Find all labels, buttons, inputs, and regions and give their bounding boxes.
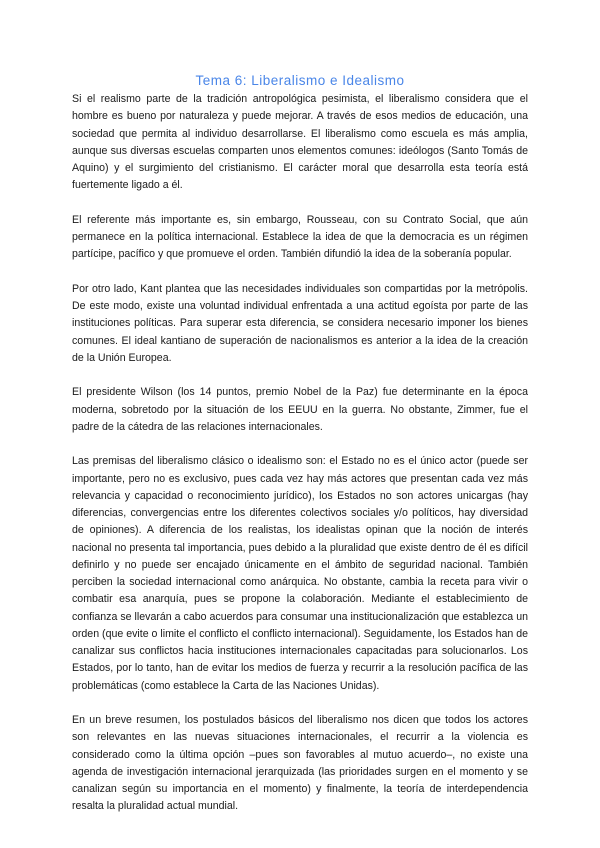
paragraph-realismo: Si el realismo parte de la tradición antropológica pesimista, el liberalismo considera que el hombre es bueno por naturaleza y puede mejorar. A través de esos medios de educación, una sociedad que permita al individuo desarrollarse. El liberalismo como escuela es más amplia, aunque sus diversas escuelas comparten unos elementos comunes: ideólogos (Santo Tomás de Aquino) y el surgimiento del cristianismo. El carácter moral que desarrolla esta teoría está fuertemente ligado a él.	[72, 93, 528, 192]
paragraph-premisas: Las premisas del liberalismo clásico o idealismo son: el Estado no es el único actor (puede ser importante, pero no es exclusivo, pues cada vez hay más actores que presentan cada vez más relevancia y capacidad o reconocimiento jurídico), los Estados no son actores unicargas (hay diferencias, convergencias entre los diferentes colectivos sociales y/o políticos, hay diversidad de opiniones). A diferencia de los realistas, los idealistas opinan que la noción de interés nacional no presenta tal importancia, pues debido a la pluralidad que existe dentro de él es difícil definirlo y no puede ser encajado únicamente en el ámbito de seguridad nacional. También perciben la sociedad internacional como anárquica. No obstante, cambia la receta para vivir o combatir esa anarquía, pues se propone la colaboración. Mediante el establecimiento de confianza se llevarán a cabo acuerdos para consumar una institucionalización que establezca un orden (que evite o limite el conflicto el conflicto internacional). Seguidamente, los Estados han de canalizar sus conflictos hacia instituciones internacionales capacitadas para solucionarlos. Los Estados, por lo tanto, han de evitar los medios de fuerza y recurrir a la resolución pacífica de las problemáticas (como establece la Carta de las Naciones Unidas).	[72, 455, 528, 692]
paragraph-rousseau: El referente más importante es, sin embargo, Rousseau, con su Contrato Social, que aún permanece en la política internacional. Establece la idea de que la democracia es un régimen partícipe, pacífico y que promueve el orden. También difundió la idea de la soberanía popular.	[72, 213, 528, 261]
document-title: Tema 6: Liberalismo e Idealismo	[195, 73, 405, 88]
paragraph-resumen: En un breve resumen, los postulados básicos del liberalismo nos dicen que todos los actores son relevantes en las nuevas situaciones internacionales, el recurrir a la violencia es considerado como la última opción –pues son favorables al mutuo acuerdo–, no existe una agenda de investigación internacional jerarquizada (las prioridades surgen en el momento y se canalizan según su importancia en el momento) y finalmente, la teoría de interdependencia resalta la pluralidad actual mundial.	[72, 714, 528, 813]
document-page	[72, 72, 528, 833]
paragraph-wilson: El presidente Wilson (los 14 puntos, premio Nobel de la Paz) fue determinante en la época moderna, sobretodo por la situación de los EEUU en la guerra. No obstante, Zimmer, fue el padre de la cátedra de las relaciones internacionales.	[72, 386, 528, 433]
paragraph-kant: Por otro lado, Kant plantea que las necesidades individuales son compartidas por la metrópolis. De este modo, existe una voluntad individual enfrentada a una actitud egoísta por parte de las instituciones políticas. Para superar esta diferencia, se considera necesario imponer los bienes comunes. El ideal kantiano de superación de nacionalismos es anterior a la idea de la creación de la Unión Europea.	[72, 282, 528, 364]
